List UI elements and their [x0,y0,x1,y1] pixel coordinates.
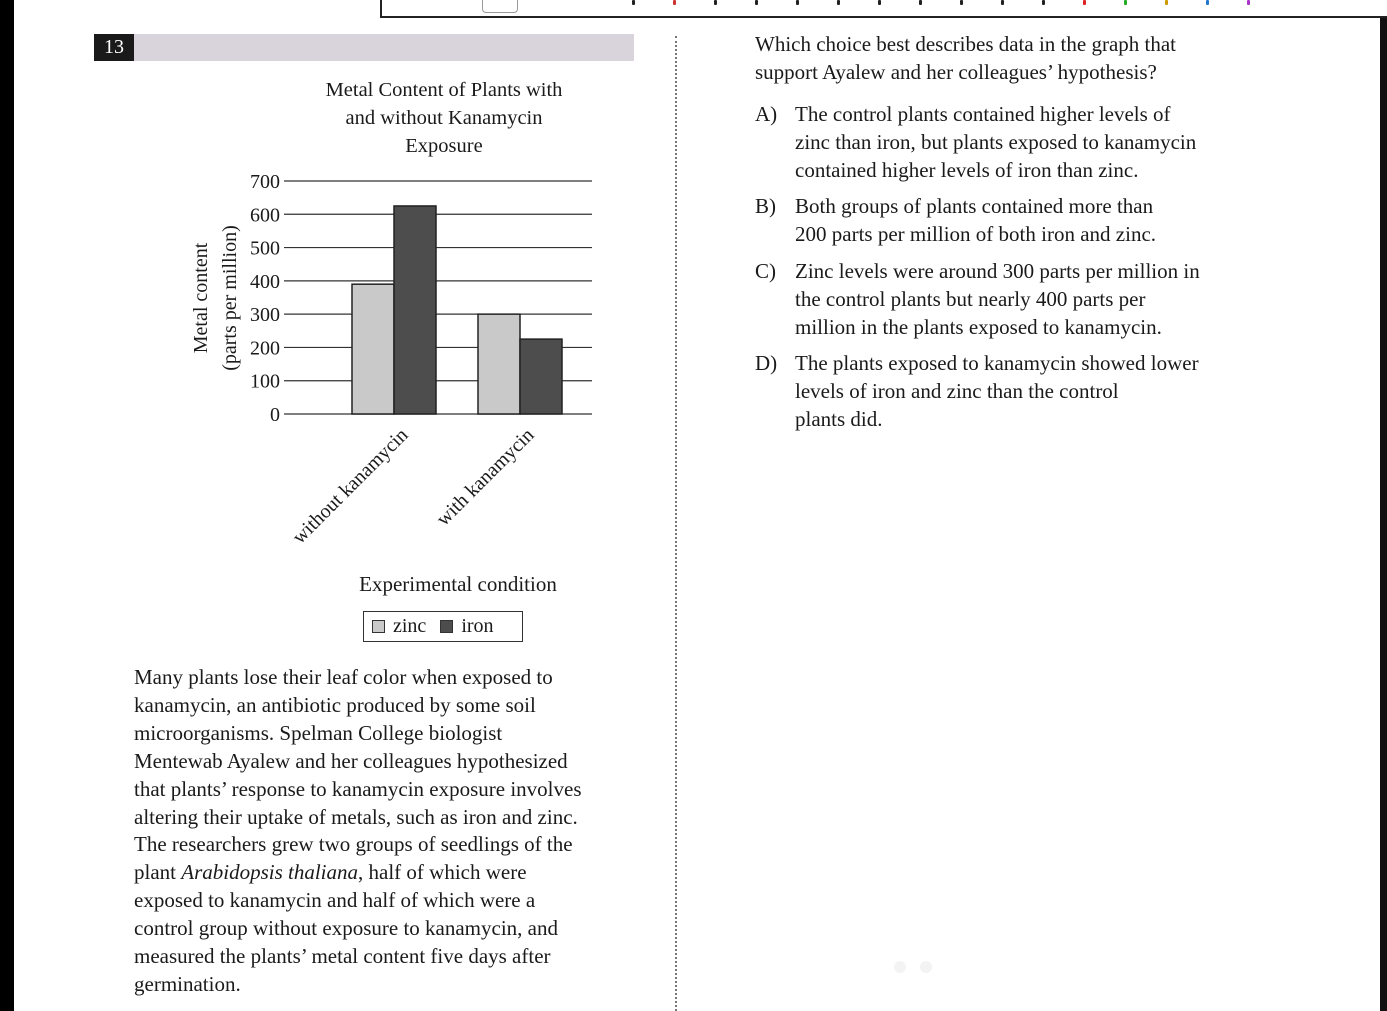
legend-item-zinc [372,615,426,638]
passage-line [134,720,649,748]
chart-legend [363,611,523,642]
column-divider [675,36,677,1011]
legend-label-iron: iron [461,615,494,637]
passage-text: germination. [134,971,241,996]
choice-text [795,349,1199,433]
y-tick-label: 600 [250,204,280,227]
passage-line [134,943,649,971]
choice-letter: D) [755,351,778,375]
choice-text-line: Zinc levels were around 300 parts per million in [795,259,1200,283]
toolbar-color-tick[interactable] [1206,0,1209,5]
species-name: Arabidopsis thaliana [181,860,359,885]
legend-swatch-zinc [372,620,385,633]
page-dot [894,961,906,973]
passage-line [134,915,649,943]
choice-text-line: contained higher levels of iron than zinc. [795,158,1139,182]
passage-text: microorganisms. Spelman College biologist [134,720,503,745]
question-prompt-line: Which choice best describes data in the graph that [755,32,1177,56]
y-tick-label: 400 [250,270,280,293]
toolbar-color-tick[interactable] [1165,0,1168,5]
passage-line [134,887,649,915]
window-edge [1380,18,1387,1011]
bar-iron-with [520,339,562,414]
question-prompt-line: support Ayalew and her colleagues’ hypothesis? [755,60,1157,84]
choice-text-line: The control plants contained higher levels of [795,102,1171,126]
legend-swatch-iron [440,620,453,633]
passage-text: The researchers grew two groups of seedlings of the [134,832,573,857]
y-tick-label: 700 [250,171,280,193]
choice-text-line: plants did. [795,407,883,431]
y-tick-label: 200 [250,337,280,360]
choice-text-line: Both groups of plants contained more than [795,194,1154,218]
choice-text-line: the control plants but nearly 400 parts per [795,287,1146,311]
toolbar-color-tick[interactable] [1247,0,1250,5]
annotation-toolbar [380,0,1387,18]
legend-item-iron [440,615,493,638]
x-axis-label: Experimental condition [359,572,557,596]
passage-line [134,776,649,804]
passage-text: altering their uptake of metals, such as iron and zinc. [134,804,578,829]
toolbar-tool-button[interactable] [482,0,518,13]
bar-zinc-with [478,314,520,414]
passage-line [134,664,649,692]
passage-line [134,804,649,832]
toolbar-color-tick[interactable] [1124,0,1127,5]
toolbar-color-tick[interactable] [960,0,963,5]
passage-text: , half of which were [358,860,527,885]
passage-line [134,748,649,776]
passage-text: plant [134,860,182,885]
passage-text: control group without exposure to kanamycin, and [134,916,558,941]
y-axis-label: Metal content [190,242,212,354]
passage-line [134,831,649,859]
y-axis-label-units: (parts per million) [219,225,241,371]
toolbar-color-tick[interactable] [1083,0,1086,5]
passage-text: kanamycin, an antibiotic produced by some soil [134,692,536,717]
toolbar-color-tick[interactable] [1001,0,1004,5]
toolbar-color-tick[interactable] [878,0,881,5]
choice-text [795,100,1196,184]
passage-line [134,859,649,887]
y-tick-label: 300 [250,304,280,327]
choice-text [795,192,1156,248]
y-tick-label: 0 [270,404,280,426]
legend-label-zinc: zinc [393,615,427,637]
passage-line [134,971,649,999]
reading-passage [134,664,649,999]
passage-text: measured the plants’ metal content five days after [134,944,551,969]
passage-text: exposed to kanamycin and half of which were a [134,888,536,913]
x-category-label: with kanamycin [432,423,539,531]
page-dot [920,961,932,973]
question-header-bar [134,34,634,61]
choice-letter: B) [755,194,776,218]
worksheet-page [14,0,1380,1011]
choice-text-line: The plants exposed to kanamycin showed lower [795,351,1199,375]
x-category-label: without kanamycin [288,423,413,549]
passage-text: that plants’ response to kanamycin exposure involves [134,776,582,801]
chart-title-line: Exposure [405,135,483,157]
choice-text-line: 200 parts per million of both iron and zinc. [795,222,1157,246]
bar-chart [164,160,624,600]
choice-text [795,257,1200,341]
toolbar-color-tick[interactable] [837,0,840,5]
page-indicator [894,960,946,978]
chart-title-line: Metal Content of Plants with [325,79,563,101]
toolbar-color-tick[interactable] [796,0,799,5]
chart-title-line: and without Kanamycin [345,107,543,129]
passage-text: Many plants lose their leaf color when exposed to [134,665,553,689]
question-number-badge: 13 [94,34,134,61]
y-tick-label: 100 [250,370,280,393]
toolbar-color-tick[interactable] [755,0,758,5]
passage-line [134,692,649,720]
toolbar-color-tick[interactable] [632,0,635,5]
y-tick-label: 500 [250,237,280,260]
toolbar-color-tick[interactable] [714,0,717,5]
choice-letter: C) [755,259,776,283]
toolbar-color-tick[interactable] [673,0,676,5]
chart-title [284,76,604,160]
choice-text-line: levels of iron and zinc than the control [795,379,1119,403]
toolbar-color-tick[interactable] [1042,0,1045,5]
choice-text-line: million in the plants exposed to kanamycin. [795,315,1162,339]
choice-letter: A) [755,102,778,126]
choice-text-line: zinc than iron, but plants exposed to kanamycin [795,130,1197,154]
passage-text: Mentewab Ayalew and her colleagues hypothesized [134,748,568,773]
toolbar-color-tick[interactable] [919,0,922,5]
bar-iron-without [394,206,436,414]
bar-zinc-without [352,284,394,414]
question-prompt [755,30,1315,86]
